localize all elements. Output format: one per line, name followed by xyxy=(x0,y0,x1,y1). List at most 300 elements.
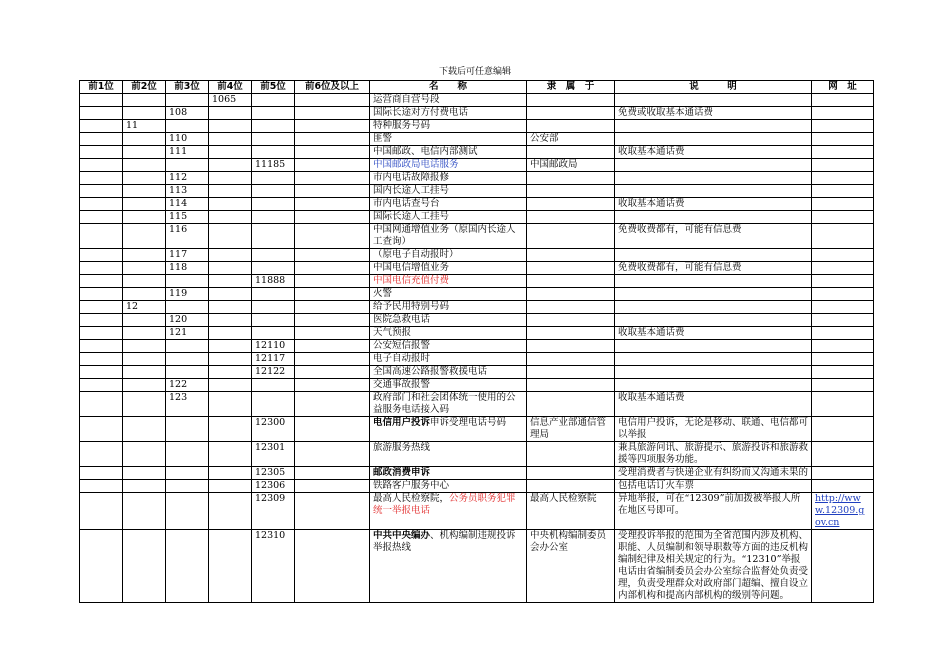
prefix-cell-c4 xyxy=(209,120,252,133)
org-cell xyxy=(527,392,615,417)
table-row xyxy=(80,133,874,146)
name-cell: 特种服务号码 xyxy=(370,120,527,133)
prefix-cell-c3 xyxy=(166,275,209,288)
prefix-cell-c1 xyxy=(80,467,123,480)
prefix-cell-c2: 12 xyxy=(123,301,166,314)
col-header: 网 址 xyxy=(812,81,874,94)
prefix-cell-c6 xyxy=(295,314,370,327)
prefix-cell-c1 xyxy=(80,224,123,249)
prefix-cell-c3 xyxy=(166,493,209,530)
url-cell xyxy=(812,340,874,353)
url-cell xyxy=(812,120,874,133)
prefix-cell-c4 xyxy=(209,467,252,480)
prefix-cell-c1 xyxy=(80,198,123,211)
name-cell: 中国电信充值付费 xyxy=(370,275,527,288)
url-cell xyxy=(812,467,874,480)
note-cell xyxy=(615,120,812,133)
note-cell xyxy=(615,314,812,327)
prefix-cell-c6 xyxy=(295,327,370,340)
org-cell xyxy=(527,146,615,159)
prefix-cell-c2 xyxy=(123,353,166,366)
name-bold: 邮政消费申诉 xyxy=(373,467,431,478)
prefix-cell-c3: 122 xyxy=(166,379,209,392)
org-cell xyxy=(527,211,615,224)
org-cell xyxy=(527,249,615,262)
prefix-cell-c6 xyxy=(295,493,370,530)
table-row xyxy=(80,172,874,185)
url-cell xyxy=(812,198,874,211)
table-row xyxy=(80,275,874,288)
name-cell: 匪警 xyxy=(370,133,527,146)
prefix-cell-c1 xyxy=(80,172,123,185)
url-cell xyxy=(812,366,874,379)
prefix-cell-c1 xyxy=(80,340,123,353)
col-header: 说 明 xyxy=(615,81,812,94)
note-cell: 收取基本通话费 xyxy=(615,146,812,159)
prefix-cell-c5: 12306 xyxy=(252,480,295,493)
prefix-cell-c4 xyxy=(209,198,252,211)
url-cell xyxy=(812,224,874,249)
name-cell: 中国邮政、电信内部测试 xyxy=(370,146,527,159)
prefix-cell-c1 xyxy=(80,133,123,146)
org-cell: 公安部 xyxy=(527,133,615,146)
org-cell xyxy=(527,340,615,353)
prefix-cell-c2 xyxy=(123,366,166,379)
url-cell xyxy=(812,417,874,442)
table-row xyxy=(80,249,874,262)
prefix-cell-c6 xyxy=(295,442,370,467)
prefix-cell-c3: 113 xyxy=(166,185,209,198)
url-cell xyxy=(812,249,874,262)
prefix-cell-c4 xyxy=(209,366,252,379)
prefix-cell-c3 xyxy=(166,301,209,314)
prefix-cell-c6 xyxy=(295,275,370,288)
org-cell xyxy=(527,467,615,480)
table-row xyxy=(80,94,874,107)
prefix-cell-c1 xyxy=(80,262,123,275)
prefix-cell-c6 xyxy=(295,249,370,262)
prefix-cell-c6 xyxy=(295,530,370,603)
prefix-cell-c6 xyxy=(295,262,370,275)
prefix-cell-c4 xyxy=(209,107,252,120)
prefix-cell-c6 xyxy=(295,133,370,146)
prefix-cell-c4 xyxy=(209,392,252,417)
prefix-cell-c1 xyxy=(80,107,123,120)
prefix-cell-c2 xyxy=(123,493,166,530)
note-cell: 异地举报，可在“12309”前加拨被举报人所在地区号即可。 xyxy=(615,493,812,530)
name-cell: 天气预报 xyxy=(370,327,527,340)
prefix-cell-c6 xyxy=(295,107,370,120)
org-cell: 信息产业部通信管理局 xyxy=(527,417,615,442)
prefix-cell-c4 xyxy=(209,353,252,366)
prefix-cell-c3 xyxy=(166,467,209,480)
prefix-cell-c1 xyxy=(80,288,123,301)
name-cell xyxy=(370,530,527,603)
name-cell: 市内电话查号台 xyxy=(370,198,527,211)
name-rest: 申诉受理电话号码 xyxy=(430,417,507,428)
table-row xyxy=(80,379,874,392)
prefix-cell-c2 xyxy=(123,172,166,185)
prefix-cell-c5 xyxy=(252,288,295,301)
org-cell xyxy=(527,480,615,493)
note-cell: 受理消费者与快递企业有纠纷而又沟通未果的 xyxy=(615,467,812,480)
note-cell: 受理投诉举报的范围为全省范围内涉及机构、职能、人员编制和领导职数等方面的违反机构编制纪律及相关规定的行为。“12310”举报电话由省编制委员会办公室综合监督处负责受理，负责受理群众对政府部门超编、擅自设立内部机构和提高内部机构的级别等问题。 xyxy=(615,530,812,603)
note-cell xyxy=(615,211,812,224)
prefix-cell-c1 xyxy=(80,530,123,603)
prefix-cell-c5: 12117 xyxy=(252,353,295,366)
prefix-cell-c1 xyxy=(80,442,123,467)
prefix-cell-c6 xyxy=(295,224,370,249)
prefix-cell-c1 xyxy=(80,493,123,530)
prefix-cell-c2 xyxy=(123,288,166,301)
url-cell xyxy=(812,275,874,288)
name-cell: 国内长途人工挂号 xyxy=(370,185,527,198)
prefix-cell-c5 xyxy=(252,146,295,159)
url-cell xyxy=(812,133,874,146)
prefix-cell-c1 xyxy=(80,94,123,107)
prefix-cell-c2 xyxy=(123,392,166,417)
url-cell xyxy=(812,146,874,159)
prefix-cell-c3: 110 xyxy=(166,133,209,146)
table-row xyxy=(80,262,874,275)
name-cell: 国际长途人工挂号 xyxy=(370,211,527,224)
prefix-cell-c4 xyxy=(209,211,252,224)
prefix-cell-c3: 119 xyxy=(166,288,209,301)
prefix-cell-c5 xyxy=(252,249,295,262)
name-cell: （原电子自动报时） xyxy=(370,249,527,262)
table-row xyxy=(80,340,874,353)
org-cell xyxy=(527,185,615,198)
table-row xyxy=(80,146,874,159)
table-row xyxy=(80,107,874,120)
note-cell xyxy=(615,379,812,392)
url-cell xyxy=(812,288,874,301)
prefix-cell-c4 xyxy=(209,442,252,467)
prefix-cell-c6 xyxy=(295,417,370,442)
note-cell: 免费收费都有，可能有信息费 xyxy=(615,224,812,249)
prefix-cell-c5 xyxy=(252,224,295,249)
table-row xyxy=(80,480,874,493)
prefix-cell-c6 xyxy=(295,379,370,392)
prefix-cell-c5 xyxy=(252,262,295,275)
prefix-cell-c6 xyxy=(295,185,370,198)
prefix-cell-c1 xyxy=(80,185,123,198)
prefix-cell-c2 xyxy=(123,467,166,480)
prefix-cell-c5: 12305 xyxy=(252,467,295,480)
table-row xyxy=(80,211,874,224)
table-row xyxy=(80,327,874,340)
col-header: 前3位 xyxy=(166,81,209,94)
url-cell xyxy=(812,211,874,224)
prefix-cell-c5 xyxy=(252,392,295,417)
url-cell xyxy=(812,172,874,185)
name-cell: 中国电信增值业务 xyxy=(370,262,527,275)
prefix-cell-c4 xyxy=(209,224,252,249)
prefix-cell-c4 xyxy=(209,417,252,442)
url-cell xyxy=(812,159,874,172)
prefix-cell-c3 xyxy=(166,94,209,107)
col-header: 名 称 xyxy=(370,81,527,94)
prefix-cell-c1 xyxy=(80,392,123,417)
name-cell xyxy=(370,417,527,442)
table-row xyxy=(80,185,874,198)
table-row xyxy=(80,467,874,480)
prefix-cell-c6 xyxy=(295,198,370,211)
prefix-cell-c1 xyxy=(80,301,123,314)
prefix-cell-c2 xyxy=(123,133,166,146)
note-cell xyxy=(615,366,812,379)
prefix-cell-c2: 11 xyxy=(123,120,166,133)
table-header-row xyxy=(80,81,874,94)
org-cell: 中央机构编制委员会办公室 xyxy=(527,530,615,603)
col-header: 前1位 xyxy=(80,81,123,94)
org-cell xyxy=(527,262,615,275)
col-header: 前2位 xyxy=(123,81,166,94)
prefix-cell-c5 xyxy=(252,379,295,392)
name-cell: 交通事故报警 xyxy=(370,379,527,392)
prefix-cell-c6 xyxy=(295,480,370,493)
note-cell: 兼具旅游问讯、旅游提示、旅游投诉和旅游救援等四项服务功能。 xyxy=(615,442,812,467)
prefix-cell-c1 xyxy=(80,327,123,340)
prefix-cell-c4 xyxy=(209,301,252,314)
prefix-cell-c6 xyxy=(295,366,370,379)
url-cell xyxy=(812,442,874,467)
prefix-cell-c3: 115 xyxy=(166,211,209,224)
prefix-cell-c5: 12122 xyxy=(252,366,295,379)
note-cell xyxy=(615,159,812,172)
prefix-cell-c5 xyxy=(252,327,295,340)
url-cell xyxy=(812,392,874,417)
prefix-cell-c5 xyxy=(252,198,295,211)
prefix-cell-c6 xyxy=(295,301,370,314)
prefix-cell-c4 xyxy=(209,185,252,198)
table-body xyxy=(80,94,874,603)
prefix-cell-c2 xyxy=(123,198,166,211)
note-cell: 电信用户投诉，无论是移动、联通、电信都可以举报 xyxy=(615,417,812,442)
note-cell xyxy=(615,94,812,107)
org-cell xyxy=(527,379,615,392)
table-row xyxy=(80,392,874,417)
url-cell xyxy=(812,314,874,327)
prefix-cell-c4 xyxy=(209,146,252,159)
prefix-cell-c6 xyxy=(295,159,370,172)
prefix-cell-c4 xyxy=(209,249,252,262)
table-row xyxy=(80,366,874,379)
prefix-cell-c3: 111 xyxy=(166,146,209,159)
prefix-cell-c1 xyxy=(80,146,123,159)
table-row xyxy=(80,159,874,172)
prefix-cell-c2 xyxy=(123,340,166,353)
prefix-cell-c2 xyxy=(123,249,166,262)
prefix-cell-c2 xyxy=(123,224,166,249)
prefix-cell-c5: 12110 xyxy=(252,340,295,353)
table-row xyxy=(80,314,874,327)
col-header: 前4位 xyxy=(209,81,252,94)
org-cell xyxy=(527,301,615,314)
note-cell: 免费或收取基本通话费 xyxy=(615,107,812,120)
prefix-cell-c5 xyxy=(252,185,295,198)
table-row xyxy=(80,530,874,603)
col-header: 前6位及以上 xyxy=(295,81,370,94)
prefix-cell-c3 xyxy=(166,366,209,379)
prefix-cell-c1 xyxy=(80,417,123,442)
name-cell: 市内电话故障报修 xyxy=(370,172,527,185)
prefix-cell-c1 xyxy=(80,120,123,133)
org-cell xyxy=(527,107,615,120)
prefix-cell-c2 xyxy=(123,275,166,288)
prefix-cell-c2 xyxy=(123,417,166,442)
prefix-cell-c2 xyxy=(123,107,166,120)
prefix-cell-c4 xyxy=(209,275,252,288)
note-cell xyxy=(615,172,812,185)
prefix-cell-c1 xyxy=(80,480,123,493)
url-cell xyxy=(812,185,874,198)
org-cell xyxy=(527,366,615,379)
prefix-cell-c3 xyxy=(166,353,209,366)
org-cell xyxy=(527,327,615,340)
prefix-cell-c2 xyxy=(123,185,166,198)
prefix-cell-c5: 11185 xyxy=(252,159,295,172)
prefix-cell-c6 xyxy=(295,211,370,224)
table-row xyxy=(80,288,874,301)
org-cell xyxy=(527,172,615,185)
org-cell xyxy=(527,442,615,467)
prefix-cell-c3 xyxy=(166,530,209,603)
prefix-cell-c4 xyxy=(209,262,252,275)
prefix-cell-c3: 120 xyxy=(166,314,209,327)
prefix-cell-c4 xyxy=(209,314,252,327)
name-rest: 、机构编制违规投诉举报热线 xyxy=(373,530,516,553)
table-row xyxy=(80,442,874,467)
table-row xyxy=(80,120,874,133)
name-plain: 最高人民检察院， xyxy=(373,493,450,504)
org-cell xyxy=(527,94,615,107)
name-bold: 中共中央编办 xyxy=(373,530,431,541)
url-cell xyxy=(812,530,874,603)
url-cell xyxy=(812,94,874,107)
org-cell xyxy=(527,314,615,327)
name-cell: 给予民用特别号码 xyxy=(370,301,527,314)
name-cell: 运营商自营号段 xyxy=(370,94,527,107)
prefix-cell-c3: 117 xyxy=(166,249,209,262)
table-row xyxy=(80,417,874,442)
prefix-cell-c4 xyxy=(209,340,252,353)
prefix-cell-c3 xyxy=(166,120,209,133)
note-cell: 收取基本通话费 xyxy=(615,392,812,417)
prefix-cell-c5 xyxy=(252,314,295,327)
note-cell xyxy=(615,133,812,146)
prefix-cell-c3: 118 xyxy=(166,262,209,275)
name-cell: 中国网通增值业务（原国内长途人工查询） xyxy=(370,224,527,249)
table-row xyxy=(80,493,874,530)
url-cell xyxy=(812,353,874,366)
prefix-cell-c5: 12301 xyxy=(252,442,295,467)
number-table xyxy=(79,80,874,603)
prefix-cell-c1 xyxy=(80,249,123,262)
prefix-cell-c3: 123 xyxy=(166,392,209,417)
prefix-cell-c6 xyxy=(295,340,370,353)
prefix-cell-c6 xyxy=(295,392,370,417)
prefix-cell-c2 xyxy=(123,211,166,224)
name-cell: 国际长途对方付费电话 xyxy=(370,107,527,120)
prefix-cell-c4 xyxy=(209,493,252,530)
name-bold: 电信用户投诉 xyxy=(373,417,431,428)
org-cell xyxy=(527,288,615,301)
prefix-cell-c5 xyxy=(252,211,295,224)
prefix-cell-c3 xyxy=(166,442,209,467)
prefix-cell-c3: 108 xyxy=(166,107,209,120)
prefix-cell-c4 xyxy=(209,172,252,185)
prefix-cell-c4 xyxy=(209,133,252,146)
prefix-cell-c2 xyxy=(123,327,166,340)
prefix-cell-c1 xyxy=(80,211,123,224)
prefix-cell-c5 xyxy=(252,301,295,314)
prefix-cell-c2 xyxy=(123,442,166,467)
name-cell: 中国邮政局电话服务 xyxy=(370,159,527,172)
prefix-cell-c5: 12309 xyxy=(252,493,295,530)
url-cell xyxy=(812,262,874,275)
table-row xyxy=(80,301,874,314)
prefix-cell-c4 xyxy=(209,327,252,340)
name-cell: 铁路客户服务中心 xyxy=(370,480,527,493)
name-cell: 公安短信报警 xyxy=(370,340,527,353)
prefix-cell-c6 xyxy=(295,146,370,159)
prefix-cell-c3: 114 xyxy=(166,198,209,211)
name-cell: 全国高速公路报警救援电话 xyxy=(370,366,527,379)
prefix-cell-c3: 112 xyxy=(166,172,209,185)
note-cell xyxy=(615,249,812,262)
note-cell: 收取基本通话费 xyxy=(615,198,812,211)
prefix-cell-c4: 1065 xyxy=(209,94,252,107)
prefix-cell-c5 xyxy=(252,172,295,185)
page-header-note: 下载后可任意编辑 xyxy=(438,67,511,77)
prefix-cell-c5: 12300 xyxy=(252,417,295,442)
prefix-cell-c1 xyxy=(80,159,123,172)
org-cell xyxy=(527,198,615,211)
prefix-cell-c3 xyxy=(166,480,209,493)
note-cell xyxy=(615,340,812,353)
org-cell xyxy=(527,120,615,133)
note-cell xyxy=(615,185,812,198)
prefix-cell-c3 xyxy=(166,340,209,353)
prefix-cell-c3: 121 xyxy=(166,327,209,340)
table-row xyxy=(80,198,874,211)
website-link[interactable]: http://www.12309.gov.cn xyxy=(815,493,865,528)
name-cell: 电子自动报时 xyxy=(370,353,527,366)
url-cell xyxy=(812,493,874,530)
prefix-cell-c4 xyxy=(209,379,252,392)
name-cell: 旅游服务热线 xyxy=(370,442,527,467)
table-row xyxy=(80,353,874,366)
name-cell xyxy=(370,467,527,480)
name-cell xyxy=(370,493,527,530)
org-cell xyxy=(527,275,615,288)
prefix-cell-c2 xyxy=(123,159,166,172)
col-header: 前5位 xyxy=(252,81,295,94)
prefix-cell-c3 xyxy=(166,417,209,442)
url-cell xyxy=(812,379,874,392)
prefix-cell-c6 xyxy=(295,94,370,107)
prefix-cell-c2 xyxy=(123,480,166,493)
org-cell: 最高人民检察院 xyxy=(527,493,615,530)
prefix-cell-c2 xyxy=(123,530,166,603)
note-cell xyxy=(615,288,812,301)
prefix-cell-c2 xyxy=(123,314,166,327)
prefix-cell-c1 xyxy=(80,353,123,366)
note-cell: 免费收费都有，可能有信息费 xyxy=(615,262,812,275)
org-cell: 中国邮政局 xyxy=(527,159,615,172)
prefix-cell-c5 xyxy=(252,120,295,133)
